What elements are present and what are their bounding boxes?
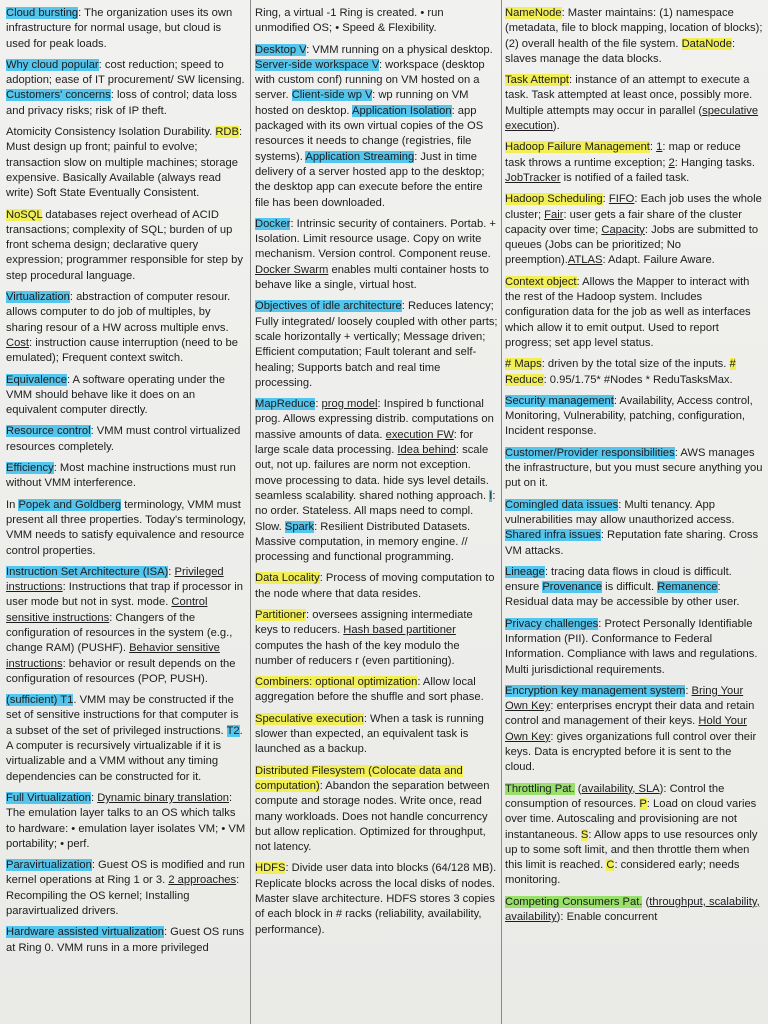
note-text: : instance of an attempt to execute a task. Task attempted at least once, possibly more. Multiple attempts may occur in parallel ( [505, 74, 753, 117]
note-text: : Allow apps to use resources only up to some soft limit, and then throttle them when this limit is reached. [505, 828, 758, 872]
highlighted-term: Shared infra issues [505, 529, 601, 542]
highlighted-term: JobTracker [505, 171, 561, 184]
highlighted-term: # Maps [505, 358, 542, 371]
highlighted-term: Lineage [505, 565, 545, 578]
highlighted-term: 2 approaches [168, 874, 237, 887]
highlighted-term: Cloud bursting [6, 7, 79, 19]
note-text: : Recompiling the OS kernel; Installing paravirtualized drivers. [6, 874, 240, 918]
highlighted-term: Customers' concerns [6, 89, 111, 102]
note-paragraph [505, 275, 763, 351]
highlighted-term: Idea behind [397, 444, 456, 457]
note-text: In [6, 498, 19, 511]
note-text: : Protect Personally Identifiable Information (PII). Conformance to Federal Information. Compliance with laws and regulations. Multi jurisdictional requirements. [505, 617, 758, 676]
note-text: : user gets a fair share of the cluster capacity over time; [505, 208, 742, 236]
highlighted-term: Efficiency [6, 462, 54, 475]
note-text: : [602, 193, 609, 206]
note-text: : VMM must control virtualized resources completely. [6, 425, 241, 453]
note-paragraph [505, 192, 763, 268]
note-text: : Master maintains: (1) namespace (metadata, file to block mapping, location of blocks); (2) overall health of the file system. [505, 7, 763, 50]
note-text: : Process of moving computation to the node where that data resides. [255, 572, 495, 600]
highlighted-term: Distributed Filesystem (Colocate data and computation) [255, 764, 463, 792]
highlighted-term: Dynamic binary translation [97, 791, 230, 804]
note-text: : driven by the total size of the inputs. [541, 358, 730, 371]
highlighted-term: Provenance [542, 581, 603, 594]
note-text: : cost reduction; speed to adoption; ease of IT procurement/ SW licensing. [6, 58, 245, 87]
note-text: : considered early; needs monitoring. [505, 859, 740, 887]
note-paragraph [6, 565, 246, 687]
note-text: : no order. Stateless. All maps need to compl. Slow. [255, 489, 496, 533]
note-text: : abstraction of computer resour. allows computer to do job of multiples, by sharing resour of a HW across multiple envs. [6, 291, 231, 334]
highlighted-term: 2 [668, 156, 675, 169]
highlighted-term: Full Virtualization [6, 791, 91, 804]
note-paragraph [505, 565, 763, 611]
highlighted-term: ATLAS [567, 254, 603, 267]
note-text: computes the hash of the key modulo the number of reducers r (even partitioning). [255, 639, 460, 667]
highlighted-term: NameNode [505, 7, 562, 19]
note-text: : loss of control; data loss and privacy risks; risk of IP theft. [6, 89, 237, 117]
note-text: : When a task is running slower than expected, an equivalent task is launched as a backup. [255, 712, 484, 756]
note-text: . A computer is recursively virtualizable if it is virtualizable and a VMM without any timing dependencies can be constructed for it. [6, 724, 243, 783]
note-paragraph [505, 394, 763, 440]
highlighted-term: Capacity [601, 223, 645, 236]
highlighted-term: throughput, scalability, availability [505, 895, 760, 924]
note-text: : Each job uses the whole cluster; [505, 193, 762, 221]
note-text: : A software operating under the VMM should behave like it does on an equivalent computer directly. [6, 373, 225, 417]
highlighted-term: FIFO [608, 193, 635, 206]
note-text: : AWS manages the infrastructure, but you must secure anything you put on it. [505, 446, 763, 490]
highlighted-term: Comingled data issues [505, 498, 619, 511]
highlighted-term: Privacy challenges [505, 617, 599, 630]
note-paragraph [505, 617, 763, 678]
note-text: : map or reduce task throws a runtime exception; [505, 141, 741, 169]
highlighted-term: Control sensitive instructions [6, 596, 208, 624]
note-paragraph [505, 73, 763, 134]
note-text: : Must design up front; painful to evolve; transaction slow on multiple machines; storage expensive. Basically Available (always read write) Soft State Eventually Consistent. [6, 126, 243, 200]
note-text: : app packaged with its own virtual copies of the OS resources it needs to change (registries, file systems). [255, 104, 484, 163]
highlighted-term: Competing Consumers Pat. [505, 895, 643, 908]
highlighted-term: HDFS [255, 862, 286, 875]
note-text: terminology, VMM must present all three properties. Today's terminology, VMM needs to satisfy equivalence and resource control properties. [6, 498, 246, 557]
highlighted-term: Partitioner [255, 608, 306, 621]
note-paragraph [6, 373, 246, 419]
highlighted-term: Speculative execution [255, 712, 364, 725]
highlighted-term: Data Locality [255, 572, 320, 585]
note-paragraph [6, 424, 246, 455]
highlighted-term: Objectives of idle architecture [255, 300, 402, 313]
highlighted-term: Paravirtualization [6, 859, 92, 872]
highlighted-term: NoSQL [6, 208, 43, 221]
note-paragraph [6, 461, 246, 492]
highlighted-term: Bring Your Own Key [505, 684, 744, 713]
note-text: : Instructions that trap if processor in user mode but not in syst. mode. [6, 581, 243, 609]
highlighted-term: Application Streaming [305, 150, 415, 163]
highlighted-term: prog model [321, 398, 378, 411]
note-text: : enterprises encrypt their data and retain control and management of their keys. [505, 700, 755, 728]
note-text: : for large scale data processing. [255, 428, 474, 457]
highlighted-term: Equivalence [6, 373, 67, 386]
column-divider [250, 0, 251, 1024]
note-text: enables multi container hosts to behave like a single, virtual host. [255, 263, 489, 292]
highlighted-term: Hardware assisted virtualization [6, 926, 164, 939]
note-paragraph [255, 217, 498, 293]
note-text: : gives organizations full control over their keys. Data is encrypted before it is sent to the cloud. [505, 730, 757, 774]
highlighted-term: Server-side workspace V [255, 58, 379, 71]
note-text: : [315, 398, 322, 411]
highlighted-term: 1 [656, 141, 663, 154]
note-paragraph [6, 925, 246, 956]
column-right [505, 6, 763, 1018]
highlighted-term: Security management [505, 394, 614, 407]
highlighted-term: Hold Your Own Key [505, 715, 747, 743]
note-text: : Load on cloud varies over time. Autoscaling and provisioning are not instantaneous. [505, 797, 757, 841]
highlighted-term: DataNode [681, 37, 732, 50]
highlighted-term: Cost [6, 336, 30, 349]
note-paragraph [255, 675, 498, 706]
note-paragraph [505, 357, 763, 388]
note-text: : VMM running on a physical desktop. [306, 43, 493, 56]
note-paragraph [505, 6, 763, 67]
highlighted-term: Privileged instructions [6, 565, 224, 594]
note-text: : Divide user data into blocks (64/128 MB). Replicate blocks across the local disks of nodes. Master slave architecture. HDFS stores 3 copies of each block in # racks (reliability, availability, performance). [255, 862, 497, 936]
highlighted-term: speculative execution [505, 104, 759, 133]
note-text: : Guest OS runs at Ring 0. VMM runs in a more privileged [6, 926, 245, 954]
note-paragraph [505, 684, 763, 776]
note-text: : The organization uses its own infrastructure for normal usage, but cloud is used for peak loads. [6, 7, 233, 50]
highlighted-term: Popek and Goldberg [18, 498, 122, 511]
note-paragraph [255, 861, 498, 937]
note-text: is difficult. [602, 581, 658, 594]
note-paragraph [505, 498, 763, 559]
note-text: : [685, 684, 692, 697]
highlighted-term: Docker [255, 217, 291, 230]
note-text: : Availability, Access control, Monitoring, Vulnerability, patching, configuration, Incident response. [505, 394, 753, 438]
note-text: : wp running on VM hosted on desktop. [255, 89, 469, 117]
highlighted-term: Remanence [657, 581, 718, 594]
note-text: : instruction cause interruption (need to be emulated); Frequent context switch. [6, 336, 238, 365]
highlighted-term: T2 [226, 724, 240, 737]
note-text: : [649, 141, 657, 154]
highlighted-term: Client-side wp V [291, 89, 373, 102]
highlighted-term: Hadoop Failure Management [505, 141, 650, 154]
highlighted-term: Application Isolation [352, 104, 452, 117]
highlighted-term: P [639, 797, 647, 810]
note-paragraph [505, 895, 763, 926]
highlighted-term: Encryption key management system [505, 684, 686, 697]
note-paragraph [255, 43, 498, 211]
highlighted-term: Hash based partitioner [343, 624, 456, 637]
note-paragraph [6, 791, 246, 852]
note-text: : Allows the Mapper to interact with the rest of the Hadoop system. Includes configuration data for the job as well as interfaces which allow it to emit output. Used to report progress; set app level status. [505, 275, 751, 349]
column-left [6, 6, 246, 1018]
note-paragraph [505, 446, 763, 492]
highlighted-term: Resource control [6, 425, 91, 438]
note-paragraph [255, 397, 498, 565]
note-paragraph [6, 125, 246, 201]
highlighted-term: Why cloud popular [6, 58, 99, 71]
note-paragraph [255, 712, 498, 758]
note-text: ). [552, 120, 560, 133]
column-middle [255, 6, 498, 1018]
note-text: : Intrinsic security of containers. Portab. + Isolation. Limit resource usage. Copy on write mechanism. Version control. Component reuse. [255, 217, 496, 261]
highlighted-term: availability, SLA [581, 782, 660, 795]
highlighted-term: I [489, 489, 493, 502]
highlighted-term: Throttling Pat. [505, 782, 575, 795]
highlighted-term: Context object [505, 275, 577, 288]
note-text: : Reputation fate sharing. Cross VM attacks. [505, 529, 759, 557]
note-text: : behavior or result depends on the configuration of resources (POP, PUSH). [6, 657, 236, 685]
highlighted-term: RDB [215, 126, 239, 139]
note-text: ( [574, 782, 582, 795]
highlighted-term: Hadoop Scheduling [505, 193, 603, 206]
note-text: : Jobs are submitted to queues (Jobs can be prioritized; No preemption). [505, 223, 759, 267]
highlighted-term: Combiners: optional optimization [255, 676, 418, 689]
note-text: : Multi tenancy. App vulnerabilities may allow unauthorized access. [505, 498, 735, 526]
note-paragraph [255, 608, 498, 669]
note-text: : workspace (desktop with custom conf) running on VM hosted on a server. [255, 58, 485, 102]
note-text: ): Enable concurrent [556, 911, 658, 924]
note-text: : Reduces latency; Fully integrated/ loosely coupled with other parts; scale horizontally + vertically; Message driven; Efficient computation; Fault tolerant and self-healing; Supports batch and real time processing. [255, 300, 498, 389]
highlighted-term: Instruction Set Architecture (ISA) [6, 565, 169, 578]
note-text: databases reject overhead of ACID transactions; complexity of SQL; burden of up front schema design; declarative query expression; programmer responsible for step by step procedural language. [6, 208, 243, 282]
note-text: : Guest OS is modified and run kernel operations at Ring 1 or 3. [6, 859, 245, 887]
note-text: is notified of a failed task. [560, 171, 690, 184]
note-text: : Resilient Distributed Datasets. Massive computation, in memory engine. // processing and functional programming. [255, 520, 471, 564]
highlighted-term: S [580, 828, 589, 841]
note-text: Ring, a virtual -1 Ring is created. • run unmodified OS; • Speed & Flexibility. [255, 7, 444, 35]
note-text: : Hanging tasks. [674, 156, 756, 169]
note-paragraph [6, 208, 246, 284]
note-paragraph [255, 299, 498, 391]
note-paragraph [6, 6, 246, 52]
highlighted-term: Behavior sensitive instructions [6, 642, 220, 670]
note-paragraph [505, 140, 763, 186]
highlighted-term: Docker Swarm [255, 263, 329, 276]
note-text: : Just in time delivery of a server hosted app to the desktop; the desktop app can execute before the entire file has been downloaded. [255, 150, 485, 209]
note-text: ): Control the consumption of resources. [505, 782, 725, 810]
note-text: : Changers of the configuration of resources in the system (e.g., change RAM) (PUSHF). [6, 611, 233, 655]
note-text: : Abandon the separation between compute and storage nodes. Write once, read many workloads. Does not handle concurrency but allow replication. Optimized for throughput, not latency. [255, 779, 490, 854]
note-paragraph [255, 764, 498, 856]
note-paragraph [255, 6, 498, 37]
note-paragraph [6, 290, 246, 366]
column-divider [501, 0, 502, 1024]
note-text: : 0.95/1.75* #Nodes * ReduTasksMax. [543, 373, 733, 386]
note-text: : [168, 565, 175, 578]
highlighted-term: execution FW [385, 428, 454, 441]
highlighted-term: (sufficient) T1 [6, 694, 74, 707]
note-text: : scale out, not up. failures are norm not exception. move processing to data. hide sys level details. seamless scalability. shared nothing approach. [255, 444, 490, 502]
note-paragraph [6, 693, 246, 785]
highlighted-term: Virtualization [6, 291, 70, 304]
note-text: : oversees assigning intermediate keys to reducers. [255, 608, 473, 637]
note-text: : Residual data may be accessible by other user. [505, 581, 740, 609]
note-paragraph [6, 498, 246, 559]
highlighted-term: MapReduce [255, 398, 316, 411]
highlighted-term: # Reduce [505, 358, 736, 386]
note-text: : The emulation layer talks to an OS which talks to hardware: • emulation layer isolates VM; • VM portability; • perf. [6, 791, 246, 850]
note-text: : Inspired b functional prog. Allows expressing distrib. computations on massive amounts of data. [255, 398, 494, 441]
note-text: . VMM may be constructed if the set of sensitive instructions for that computer is a subset of the set of privileged instructions. [6, 694, 239, 737]
highlighted-term: Customer/Provider responsibilities [505, 446, 675, 459]
note-text: : Adapt. Failure Aware. [602, 254, 715, 267]
note-paragraph [6, 58, 246, 119]
note-paragraph [255, 571, 498, 602]
note-paragraph [505, 782, 763, 889]
highlighted-term: Fair [544, 208, 564, 221]
note-text: : tracing data flows in cloud is difficult. ensure [505, 565, 732, 594]
note-text: : [90, 791, 98, 804]
note-text: : Most machine instructions must run without VMM interference. [6, 462, 236, 490]
highlighted-term: Task Attempt [505, 74, 570, 87]
highlighted-term: C [606, 859, 615, 872]
note-text: Atomicity Consistency Isolation Durability. [6, 126, 216, 139]
note-text: : Allow local aggregation before the shuffle and sort phase. [255, 676, 484, 704]
note-text: ( [642, 895, 650, 908]
note-text: : slaves manage the data blocks. [505, 37, 736, 65]
highlighted-term: Spark [284, 520, 315, 533]
highlighted-term: Desktop V [255, 43, 307, 56]
note-paragraph [6, 858, 246, 919]
